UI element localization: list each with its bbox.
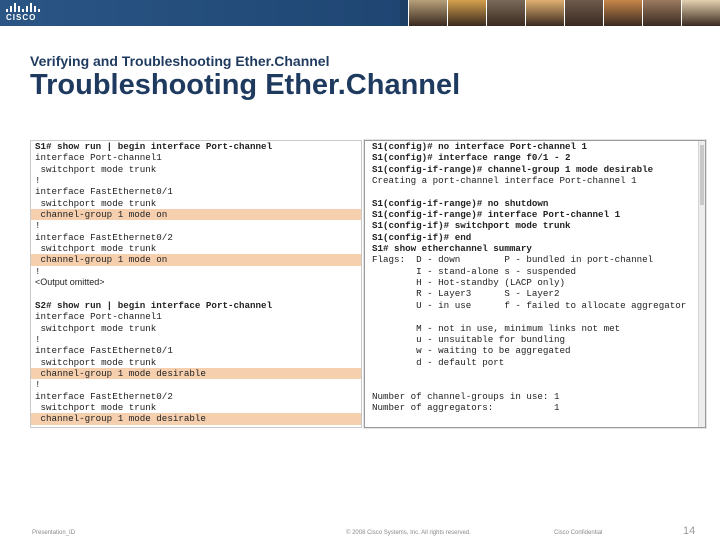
banner-photo-strip	[408, 0, 720, 26]
terminal-line: Flags: D - down P - bundled in port-channel	[372, 254, 654, 266]
terminal-line: channel-group 1 mode desirable	[31, 413, 361, 424]
banner-photo	[408, 0, 447, 26]
terminal-line: interface FastEthernet0/1	[35, 345, 173, 357]
terminal-line: switchport mode trunk	[35, 401, 157, 413]
terminal-line: S1(config)# no interface Port-channel 1	[372, 141, 588, 152]
scrollbar-thumb[interactable]	[700, 145, 704, 205]
terminal-line: !	[35, 220, 41, 232]
terminal-line	[365, 311, 705, 322]
terminal-line: switchport mode trunk	[35, 243, 157, 255]
terminal-line: H - Hot-standby (LACP only)	[372, 277, 565, 289]
banner-photo	[603, 0, 642, 26]
cisco-logo	[6, 3, 46, 23]
slide-title: Troubleshooting Ether.Channel	[30, 69, 461, 101]
terminal-line: S1(config)# interface range f0/1 - 2	[372, 152, 571, 164]
terminal-line: S1(config-if)# switchport mode trunk	[372, 220, 571, 232]
terminal-line: u - unsuitable for bundling	[372, 333, 565, 345]
terminal-line: S1# show etherchannel summary	[372, 243, 532, 255]
terminal-line: R - Layer3 S - Layer2	[372, 288, 560, 300]
banner-photo	[564, 0, 603, 26]
terminal-line: switchport mode trunk	[35, 163, 157, 175]
banner-photo	[525, 0, 564, 26]
terminal-line: Number of aggregators: 1	[372, 401, 560, 413]
terminal-line: interface FastEthernet0/2	[35, 390, 173, 402]
terminal-line: Number of channel-groups in use: 1	[372, 390, 560, 402]
cisco-bridge-icon	[6, 3, 46, 12]
terminal-line: interface FastEthernet0/1	[35, 186, 173, 198]
terminal-line: interface Port-channel1	[35, 311, 162, 323]
terminal-line: channel-group 1 mode on	[31, 209, 361, 220]
left-terminal-output	[30, 140, 362, 428]
terminal-line: I - stand-alone s - suspended	[372, 265, 576, 277]
terminal-line	[365, 379, 705, 390]
slide-subtitle: Verifying and Troubleshooting Ether.Channel	[30, 53, 330, 69]
terminal-line: switchport mode trunk	[35, 322, 157, 334]
banner-photo	[486, 0, 525, 26]
banner-background	[0, 0, 400, 26]
terminal-line: <Output omitted>	[35, 277, 105, 288]
terminal-line: S1# show run | begin interface Port-channel	[35, 141, 273, 152]
terminal-line: S1(config-if-range)# no shutdown	[372, 197, 549, 209]
terminal-line: U - in use f - failed to allocate aggregator	[372, 299, 687, 311]
terminal-line: d - default port	[372, 356, 505, 368]
terminal-line: M - not in use, minimum links not met	[372, 322, 621, 334]
footer-presentation-id: Presentation_ID	[32, 530, 76, 536]
terminal-line: channel-group 1 mode on	[31, 254, 361, 265]
terminal-line: !	[35, 265, 41, 277]
terminal-line: switchport mode trunk	[35, 356, 157, 368]
banner-photo	[447, 0, 486, 26]
terminal-line: !	[35, 175, 41, 187]
terminal-line: channel-group 1 mode desirable	[31, 368, 361, 379]
footer-copyright: © 2008 Cisco Systems, Inc. All rights reserved.	[346, 530, 471, 536]
terminal-line: S1(config-if)# end	[372, 231, 472, 243]
terminal-line	[31, 288, 361, 299]
terminal-line	[365, 368, 705, 379]
terminal-line	[365, 186, 705, 197]
terminal-line: S2# show run | begin interface Port-channel	[35, 299, 273, 311]
banner-photo	[681, 0, 720, 26]
terminal-line: w - waiting to be aggregated	[372, 345, 571, 357]
header-banner	[0, 0, 720, 26]
cisco-logo-text: CISCO	[6, 13, 37, 22]
terminal-line: switchport mode trunk	[35, 197, 157, 209]
terminal-line: interface Port-channel1	[35, 152, 162, 164]
terminal-scrollbar[interactable]	[698, 141, 705, 427]
terminal-line: !	[35, 333, 41, 345]
terminal-line: interface FastEthernet0/2	[35, 231, 173, 243]
terminal-line: S1(config-if-range)# interface Port-channel 1	[372, 209, 621, 221]
footer-confidential: Cisco Confidential	[554, 530, 603, 536]
terminal-line: S1(config-if-range)# channel-group 1 mode desirable	[372, 163, 654, 175]
terminal-line: !	[35, 379, 41, 391]
page-number: 14	[683, 525, 696, 537]
banner-photo	[642, 0, 681, 26]
terminal-line: Creating a port-channel interface Port-channel 1	[372, 175, 637, 187]
right-terminal-output	[364, 140, 706, 428]
